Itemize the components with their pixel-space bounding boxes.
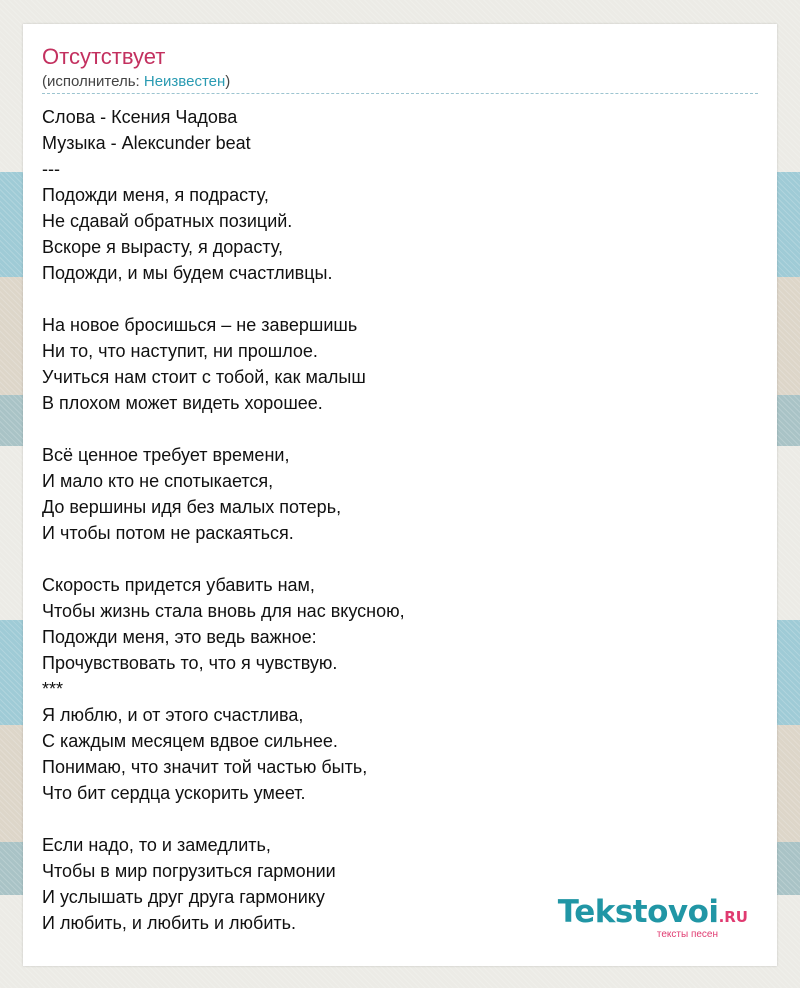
lyrics-line: Подожди, и мы будем счастливцы. [42, 263, 333, 283]
lyrics-line: С каждым месяцем вдвое сильнее. [42, 731, 338, 751]
lyrics-line [42, 546, 742, 572]
lyrics-line: И любить, и любить и любить. [42, 913, 297, 933]
lyrics-line: Чтобы жизнь стала вновь для нас вкусною, [42, 601, 405, 621]
lyrics-line: До вершины идя без малых потерь, [42, 497, 342, 517]
lyrics-line: Если надо, то и замедлить, [42, 835, 271, 855]
lyrics-line: Чтобы в мир погрузиться гармонии [42, 861, 336, 881]
lyrics-line: Всё ценное требует времени, [42, 445, 290, 465]
lyrics-line: И услышать друг друга гармонику [42, 887, 325, 907]
lyrics-line: Слова - Ксения Чадова [42, 107, 238, 127]
lyrics-line: В плохом может видеть хорошее. [42, 393, 323, 413]
lyrics-line: Понимаю, что значит той частью быть, [42, 757, 368, 777]
logo-tagline: тексты песен [656, 929, 718, 940]
lyrics-line: Не сдавай обратных позиций. [42, 211, 293, 231]
lyrics-text [42, 104, 742, 936]
lyrics-line: Музыка - Aleкcunder beat [42, 133, 251, 153]
lyrics-line: Скорость придется убавить нам, [42, 575, 315, 595]
lyrics-line [42, 286, 742, 312]
logo-domain: .RU [718, 908, 748, 926]
logo-name: Tekstovoi [557, 894, 719, 930]
artist-line [42, 72, 230, 92]
song-title: Отсутствует [42, 44, 166, 69]
lyrics-line: Подожди меня, это ведь важное: [42, 627, 317, 647]
lyrics-line: Учиться нам стоит с тобой, как малыш [42, 367, 366, 387]
artist-link[interactable]: Неизвестен [143, 73, 226, 90]
lyrics-line: И чтобы потом не раскаяться. [42, 523, 294, 543]
lyrics-line: Прочувствовать то, что я чувствую. [42, 653, 338, 673]
artist-prefix: (исполнитель: [42, 73, 144, 90]
title-divider [42, 93, 758, 94]
lyrics-line: На новое бросишься – не завершишь [42, 315, 358, 335]
site-logo[interactable] [558, 896, 748, 941]
lyrics-card [23, 24, 777, 966]
lyrics-line: Что бит сердца ускорить умеет. [42, 783, 306, 803]
lyrics-line: И мало кто не спотыкается, [42, 471, 274, 491]
lyrics-line: Подожди меня, я подрасту, [42, 185, 269, 205]
lyrics-line: *** [42, 679, 64, 699]
lyrics-line: --- [42, 159, 60, 179]
lyrics-line: Ни то, что наступит, ни прошлое. [42, 341, 318, 361]
logo-wordmark [558, 896, 748, 933]
lyrics-line [42, 806, 742, 832]
lyrics-line [42, 416, 742, 442]
lyrics-line: Вскоре я вырасту, я дорасту, [42, 237, 283, 257]
lyrics-line: Я люблю, и от этого счастлива, [42, 705, 304, 725]
artist-suffix: ) [225, 73, 231, 90]
